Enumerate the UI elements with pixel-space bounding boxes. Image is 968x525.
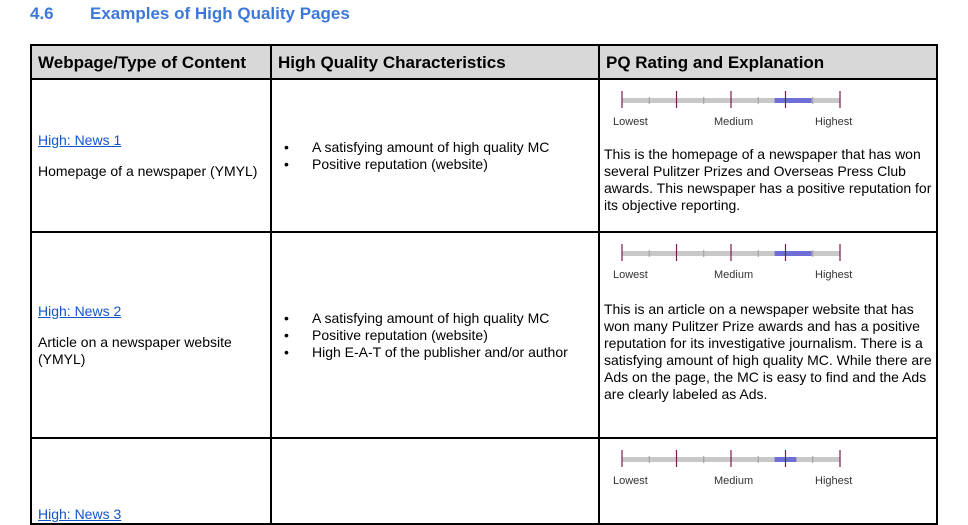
scale-label-medium: Medium [714, 475, 754, 487]
scale-label-medium: Medium [714, 116, 754, 128]
table-row [31, 79, 937, 232]
scale-label-highest: Highest [815, 269, 853, 281]
header-characteristics: High Quality Characteristics [271, 45, 599, 79]
list-item: • Positive reputation (website) [272, 327, 598, 344]
list-item: • Positive reputation (website) [272, 156, 598, 173]
rating-fill [775, 251, 812, 256]
rating-cell [599, 79, 937, 232]
example-link[interactable]: High: News 2 [38, 302, 122, 319]
section-heading [30, 4, 350, 24]
table-row [31, 438, 937, 524]
header-webpage-type: Webpage/Type of Content [31, 45, 271, 79]
rating-explanation: This is an article on a newspaper website that has won many Pulitzer Prize awards and has a positive reputation for its investigative journalism. There is a satisfying amount of high quality MC. While there are Ads on the page, the MC is easy to find and the Ads are clearly labeled as Ads. [604, 301, 932, 402]
webpage-cell [31, 438, 271, 524]
characteristics-cell [271, 232, 599, 438]
section-number: 4.6 [30, 4, 54, 23]
content-type: Article on a newspaper website (YMYL) [38, 333, 232, 367]
rating-cell [599, 438, 937, 524]
scale-label-lowest: Lowest [613, 269, 648, 281]
rating-scale [604, 447, 874, 491]
characteristics-cell [271, 79, 599, 232]
characteristics-cell [271, 438, 599, 524]
table-row [31, 232, 937, 438]
scale-label-medium: Medium [714, 269, 754, 281]
rating-scale [604, 88, 874, 132]
rating-scale [604, 241, 874, 285]
characteristics-list [272, 139, 598, 173]
list-item: • High E-A-T of the publisher and/or author [272, 344, 598, 361]
table-header-row [31, 45, 937, 79]
rating-cell [599, 232, 937, 438]
list-item: • A satisfying amount of high quality MC [272, 310, 598, 327]
rating-fill [775, 98, 812, 103]
content-type: Homepage of a newspaper (YMYL) [38, 162, 258, 179]
scale-label-highest: Highest [815, 475, 853, 487]
characteristics-list [272, 310, 598, 361]
rating-scale-graphic [604, 88, 874, 114]
webpage-cell [31, 232, 271, 438]
header-pq-rating: PQ Rating and Explanation [599, 45, 937, 79]
scale-label-highest: Highest [815, 116, 853, 128]
rating-scale-graphic [604, 241, 874, 267]
example-link[interactable]: High: News 3 [38, 506, 122, 522]
examples-table [30, 44, 938, 525]
scale-label-lowest: Lowest [613, 475, 648, 487]
rating-scale-graphic [604, 447, 874, 473]
section-title: Examples of High Quality Pages [90, 4, 350, 23]
list-item: • A satisfying amount of high quality MC [272, 139, 598, 156]
webpage-cell [31, 79, 271, 232]
example-link[interactable]: High: News 1 [38, 131, 122, 148]
scale-label-lowest: Lowest [613, 116, 648, 128]
rating-explanation: This is the homepage of a newspaper that has won several Pulitzer Prizes and Overseas Press Club awards. This newspaper has a positive reputation for its objective reporting. [604, 146, 932, 213]
